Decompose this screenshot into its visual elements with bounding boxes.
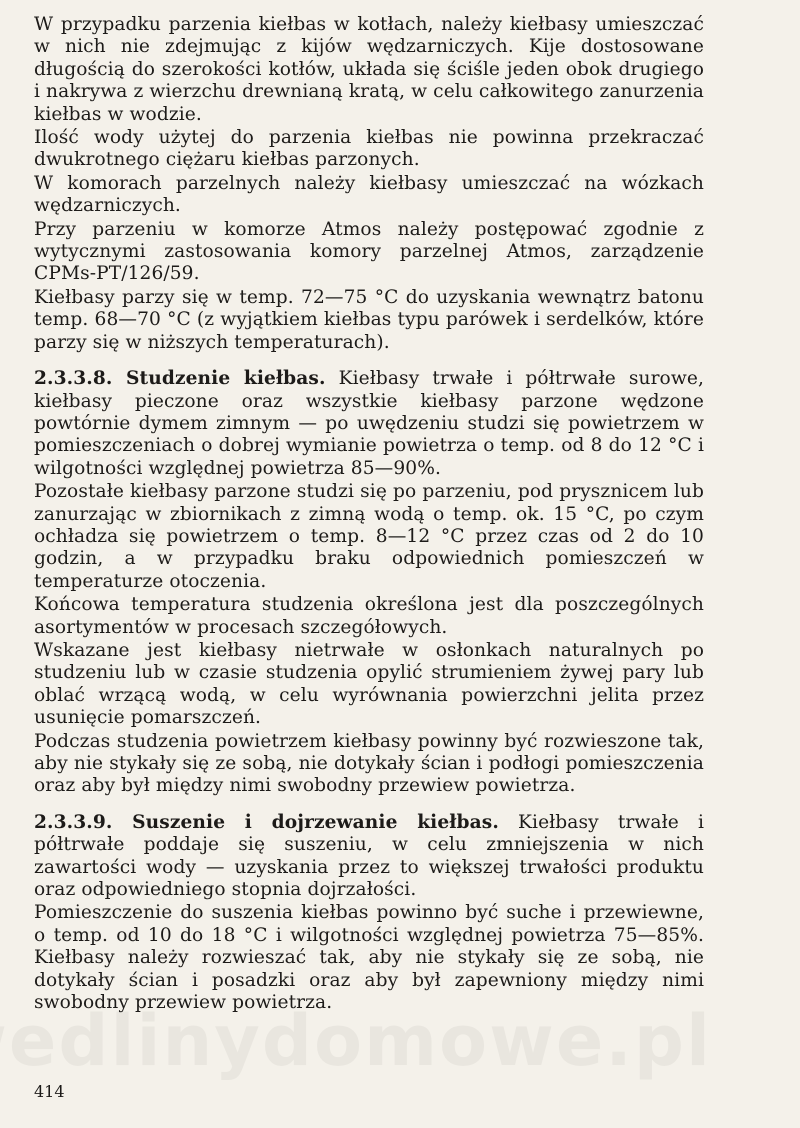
section-heading: 2.3.3.9. Suszenie i dojrzewanie kiełbas. <box>34 811 499 833</box>
section-paragraph-2-3-3-8 <box>34 368 704 480</box>
paragraph-text: W komorach parzelnych należy kiełbasy umieszczać na wózkach wędzarniczych. <box>34 172 704 217</box>
paragraph <box>34 287 704 354</box>
paragraph-text: Pomieszczenie do suszenia kiełbas powinno być suche i przewiewne, o temp. od 10 do 18 °C i wilgotności względnej powietrza 75—85%. Kiełbasy należy rozwieszać tak, aby nie stykały się ze sobą, nie dotykały ścian i posadzki oraz aby był zapewniony między nimi swobodny przewiew powietrza. <box>34 902 704 1014</box>
paragraph <box>34 173 704 218</box>
paragraph <box>34 902 704 1014</box>
section-paragraph-2-3-3-9 <box>34 812 704 902</box>
paragraph-text: Pozostałe kiełbasy parzone studzi się po parzeniu, pod prysznicem lub zanurzając w zbiornikach z zimną wodą o temp. ok. 15 °C, po czym ochładza się powietrzem o temp. 8—12 °C przez czas od 2 do 10 godzin, a w przypadku braku odpowiednich pomieszczeń w temperaturze otoczenia. <box>34 481 704 592</box>
paragraph-text: Wskazane jest kiełbasy nietrwałe w osłonkach naturalnych po studzeniu lub w czasie studzenia opylić strumieniem żywej pary lub oblać wrzącą wodą, w celu wyrównania powierzchni jelita przez usunięcie pomarszczeń. <box>34 639 704 729</box>
paragraph-text: Ilość wody użytej do parzenia kiełbas nie powinna przekraczać dwukrotnego ciężaru kiełbas parzonych. <box>34 127 704 171</box>
page-number: 414 <box>34 1082 65 1101</box>
paragraph <box>34 14 704 126</box>
paragraph <box>34 481 704 593</box>
paragraph-text: W przypadku parzenia kiełbas w kotłach, należy kiełbasy umieszczać w nich nie zdejmując z kijów wędzarniczych. Kije dostosowane długością do szerokości kotłów, układa się ściśle jeden obok drugiego i nakrywa z wierzchu drewnianą kratą, w celu całkowitego zanurzenia kiełbas w wodzie. <box>34 14 704 125</box>
paragraph <box>34 640 704 730</box>
paragraph <box>34 594 704 639</box>
paragraph-text: Końcowa temperatura studzenia określona jest dla poszczególnych asortymentów w procesach szczegółowych. <box>34 594 704 638</box>
paragraph-text: Kiełbasy parzy się w temp. 72—75 °C do uzyskania wewnątrz batonu temp. 68—70 °C (z wyjątkiem kiełbas typu parówek i serdelków, które parzy się w niższych temperaturach). <box>34 286 704 353</box>
paragraph <box>34 731 704 798</box>
paragraph-text: Przy parzeniu w komorze Atmos należy postępować zgodnie z wytycznymi zastosowania komory parzelnej Atmos, zarządzenie CPMs-PT/126/59. <box>34 218 704 285</box>
paragraph <box>34 127 704 172</box>
paragraph <box>34 219 704 286</box>
paragraph-text: Kiełbasy trwałe i półtrwałe poddaje się suszeniu, w celu zmniejszenia w nich zawartości wody — uzyskania przez to większej trwałości produktu oraz odpowiedniego stopnia dojrzałości. <box>34 811 704 901</box>
paragraph-text: Podczas studzenia powietrzem kiełbasy powinny być rozwieszone tak, aby nie stykały się ze sobą, nie dotykały ścian i podłogi pomieszczenia oraz aby był między nimi swobodny przewiew powietrza. <box>34 730 704 797</box>
section-heading: 2.3.3.8. Studzenie kiełbas. <box>34 368 326 390</box>
paragraph-text: Kiełbasy trwałe i półtrwałe surowe, kiełbasy pieczone oraz wszystkie kiełbasy parzone wędzone powtórnie dymem zimnym — po uwędzeniu studzi się powietrzem w pomieszczeniach o dobrej wymianie powietrza o temp. od 8 do 12 °C i wilgotności względnej powietrza 85—90%. <box>34 368 704 479</box>
